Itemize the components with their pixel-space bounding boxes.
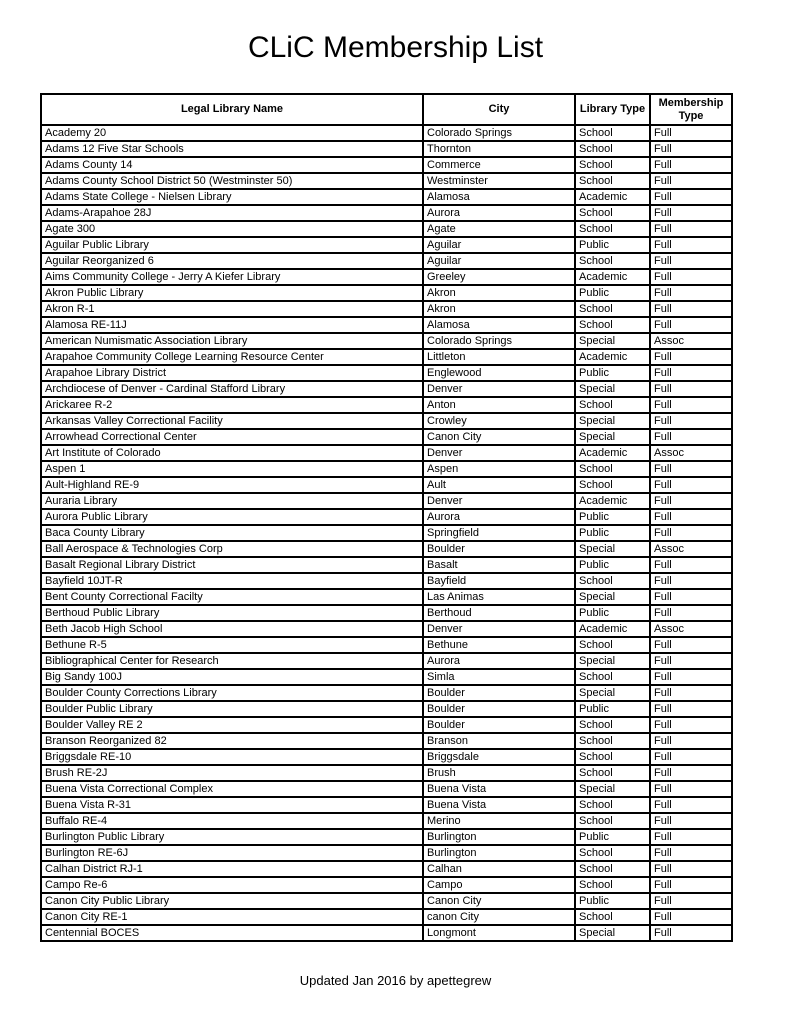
- membership-table: [40, 93, 733, 942]
- cell-city: Basalt: [423, 557, 575, 573]
- cell-library-name: Boulder Public Library: [41, 701, 423, 717]
- table-row: [41, 909, 732, 925]
- cell-membership-type: Full: [650, 717, 732, 733]
- cell-membership-type: Full: [650, 589, 732, 605]
- table-row: [41, 733, 732, 749]
- table-row: [41, 893, 732, 909]
- cell-membership-type: Full: [650, 605, 732, 621]
- cell-membership-type: Full: [650, 253, 732, 269]
- cell-library-type: School: [575, 397, 650, 413]
- cell-library-type: School: [575, 173, 650, 189]
- cell-library-name: Adams-Arapahoe 28J: [41, 205, 423, 221]
- cell-membership-type: Full: [650, 733, 732, 749]
- cell-membership-type: Full: [650, 141, 732, 157]
- cell-city: Aguilar: [423, 253, 575, 269]
- table-row: [41, 541, 732, 557]
- cell-library-name: Aurora Public Library: [41, 509, 423, 525]
- table-row: [41, 157, 732, 173]
- table-row: [41, 237, 732, 253]
- cell-membership-type: Full: [650, 669, 732, 685]
- column-header-library-type: Library Type: [575, 94, 650, 125]
- cell-library-name: Adams County School District 50 (Westminster 50): [41, 173, 423, 189]
- cell-library-name: Ball Aerospace & Technologies Corp: [41, 541, 423, 557]
- cell-library-type: School: [575, 765, 650, 781]
- cell-city: canon City: [423, 909, 575, 925]
- cell-city: Thornton: [423, 141, 575, 157]
- cell-library-type: Academic: [575, 445, 650, 461]
- cell-membership-type: Full: [650, 413, 732, 429]
- header-row: [41, 94, 732, 125]
- cell-membership-type: Full: [650, 125, 732, 141]
- cell-membership-type: Full: [650, 797, 732, 813]
- cell-city: Akron: [423, 301, 575, 317]
- cell-city: Calhan: [423, 861, 575, 877]
- cell-library-name: Akron R-1: [41, 301, 423, 317]
- cell-library-type: Special: [575, 781, 650, 797]
- table-row: [41, 573, 732, 589]
- cell-library-name: Berthoud Public Library: [41, 605, 423, 621]
- footer-note: Updated Jan 2016 by apettegrew: [299, 973, 492, 988]
- cell-city: Las Animas: [423, 589, 575, 605]
- cell-library-name: Buena Vista Correctional Complex: [41, 781, 423, 797]
- table-row: [41, 125, 732, 141]
- cell-library-name: Canon City Public Library: [41, 893, 423, 909]
- cell-city: Denver: [423, 381, 575, 397]
- table-row: [41, 429, 732, 445]
- cell-library-type: Special: [575, 685, 650, 701]
- cell-library-name: Bent County Correctional Facilty: [41, 589, 423, 605]
- cell-city: Denver: [423, 445, 575, 461]
- table-row: [41, 269, 732, 285]
- cell-library-name: Bethune R-5: [41, 637, 423, 653]
- table-row: [41, 189, 732, 205]
- table-row: [41, 445, 732, 461]
- cell-membership-type: Full: [650, 813, 732, 829]
- table-row: [41, 621, 732, 637]
- cell-membership-type: Full: [650, 573, 732, 589]
- cell-library-name: Basalt Regional Library District: [41, 557, 423, 573]
- cell-city: Colorado Springs: [423, 125, 575, 141]
- column-header-city: City: [423, 94, 575, 125]
- cell-library-name: Arrowhead Correctional Center: [41, 429, 423, 445]
- cell-membership-type: Full: [650, 269, 732, 285]
- cell-library-type: Special: [575, 413, 650, 429]
- cell-library-name: Archdiocese of Denver - Cardinal Stafford Library: [41, 381, 423, 397]
- cell-library-name: Branson Reorganized 82: [41, 733, 423, 749]
- cell-membership-type: Full: [650, 637, 732, 653]
- table-row: [41, 253, 732, 269]
- cell-library-name: Arapahoe Library District: [41, 365, 423, 381]
- cell-library-type: School: [575, 317, 650, 333]
- cell-library-name: Bibliographical Center for Research: [41, 653, 423, 669]
- cell-city: Burlington: [423, 845, 575, 861]
- cell-library-type: Academic: [575, 493, 650, 509]
- cell-membership-type: Full: [650, 461, 732, 477]
- cell-library-type: School: [575, 253, 650, 269]
- table-row: [41, 877, 732, 893]
- cell-city: Boulder: [423, 541, 575, 557]
- cell-library-name: Buena Vista R-31: [41, 797, 423, 813]
- cell-library-type: Academic: [575, 349, 650, 365]
- cell-membership-type: Full: [650, 317, 732, 333]
- cell-city: Westminster: [423, 173, 575, 189]
- cell-library-type: Public: [575, 237, 650, 253]
- cell-city: Merino: [423, 813, 575, 829]
- cell-library-name: Adams County 14: [41, 157, 423, 173]
- cell-membership-type: Full: [650, 237, 732, 253]
- cell-membership-type: Full: [650, 189, 732, 205]
- cell-library-type: School: [575, 477, 650, 493]
- cell-library-name: Art Institute of Colorado: [41, 445, 423, 461]
- table-row: [41, 301, 732, 317]
- cell-library-type: Public: [575, 605, 650, 621]
- cell-library-type: School: [575, 221, 650, 237]
- cell-membership-type: Full: [650, 429, 732, 445]
- cell-membership-type: Assoc: [650, 445, 732, 461]
- cell-membership-type: Full: [650, 765, 732, 781]
- cell-membership-type: Full: [650, 173, 732, 189]
- table-row: [41, 365, 732, 381]
- cell-city: Burlington: [423, 829, 575, 845]
- cell-library-name: Aspen 1: [41, 461, 423, 477]
- cell-library-name: Boulder County Corrections Library: [41, 685, 423, 701]
- cell-library-type: School: [575, 573, 650, 589]
- table-row: [41, 557, 732, 573]
- cell-membership-type: Assoc: [650, 541, 732, 557]
- cell-city: Buena Vista: [423, 781, 575, 797]
- cell-membership-type: Full: [650, 157, 732, 173]
- cell-city: Buena Vista: [423, 797, 575, 813]
- cell-city: Ault: [423, 477, 575, 493]
- cell-membership-type: Full: [650, 861, 732, 877]
- table-row: [41, 589, 732, 605]
- cell-membership-type: Full: [650, 829, 732, 845]
- cell-city: Englewood: [423, 365, 575, 381]
- cell-library-type: Academic: [575, 189, 650, 205]
- cell-library-name: Aims Community College - Jerry A Kiefer Library: [41, 269, 423, 285]
- cell-membership-type: Full: [650, 349, 732, 365]
- cell-membership-type: Full: [650, 365, 732, 381]
- cell-library-name: Akron Public Library: [41, 285, 423, 301]
- cell-library-type: School: [575, 157, 650, 173]
- cell-city: Aspen: [423, 461, 575, 477]
- table-row: [41, 285, 732, 301]
- table-body: [41, 125, 732, 941]
- cell-membership-type: Full: [650, 909, 732, 925]
- cell-city: Springfield: [423, 525, 575, 541]
- cell-library-name: Buffalo RE-4: [41, 813, 423, 829]
- cell-library-type: School: [575, 861, 650, 877]
- cell-library-name: Adams 12 Five Star Schools: [41, 141, 423, 157]
- cell-library-name: Beth Jacob High School: [41, 621, 423, 637]
- cell-library-name: Agate 300: [41, 221, 423, 237]
- table-row: [41, 205, 732, 221]
- cell-membership-type: Full: [650, 205, 732, 221]
- cell-membership-type: Full: [650, 653, 732, 669]
- cell-membership-type: Assoc: [650, 333, 732, 349]
- cell-membership-type: Full: [650, 749, 732, 765]
- table-row: [41, 765, 732, 781]
- cell-library-type: School: [575, 205, 650, 221]
- cell-library-name: Auraria Library: [41, 493, 423, 509]
- cell-library-type: Special: [575, 429, 650, 445]
- cell-membership-type: Full: [650, 845, 732, 861]
- cell-membership-type: Full: [650, 493, 732, 509]
- cell-library-name: Boulder Valley RE 2: [41, 717, 423, 733]
- cell-library-name: Adams State College - Nielsen Library: [41, 189, 423, 205]
- cell-library-type: Public: [575, 285, 650, 301]
- cell-city: Boulder: [423, 717, 575, 733]
- cell-city: Aurora: [423, 653, 575, 669]
- cell-membership-type: Full: [650, 701, 732, 717]
- cell-library-name: Academy 20: [41, 125, 423, 141]
- table-row: [41, 797, 732, 813]
- cell-city: Greeley: [423, 269, 575, 285]
- cell-library-name: Canon City RE-1: [41, 909, 423, 925]
- cell-city: Canon City: [423, 893, 575, 909]
- cell-city: Canon City: [423, 429, 575, 445]
- cell-membership-type: Assoc: [650, 621, 732, 637]
- table-row: [41, 749, 732, 765]
- cell-library-type: School: [575, 877, 650, 893]
- cell-library-type: School: [575, 717, 650, 733]
- cell-library-type: Public: [575, 893, 650, 909]
- cell-city: Boulder: [423, 701, 575, 717]
- cell-library-name: Aguilar Reorganized 6: [41, 253, 423, 269]
- cell-city: Campo: [423, 877, 575, 893]
- table-row: [41, 669, 732, 685]
- cell-library-name: Burlington Public Library: [41, 829, 423, 845]
- cell-city: Akron: [423, 285, 575, 301]
- cell-library-type: School: [575, 813, 650, 829]
- column-header-membership-type: Membership Type: [650, 94, 732, 125]
- cell-library-type: Public: [575, 829, 650, 845]
- cell-city: Denver: [423, 493, 575, 509]
- cell-city: Aguilar: [423, 237, 575, 253]
- cell-library-name: American Numismatic Association Library: [41, 333, 423, 349]
- cell-library-name: Burlington RE-6J: [41, 845, 423, 861]
- cell-city: Agate: [423, 221, 575, 237]
- cell-city: Aurora: [423, 205, 575, 221]
- table-row: [41, 701, 732, 717]
- table-row: [41, 477, 732, 493]
- table-row: [41, 461, 732, 477]
- table-row: [41, 413, 732, 429]
- cell-membership-type: Full: [650, 285, 732, 301]
- table-row: [41, 637, 732, 653]
- cell-city: Bayfield: [423, 573, 575, 589]
- cell-library-type: Academic: [575, 269, 650, 285]
- cell-library-name: Briggsdale RE-10: [41, 749, 423, 765]
- cell-library-name: Aguilar Public Library: [41, 237, 423, 253]
- cell-membership-type: Full: [650, 381, 732, 397]
- cell-city: Aurora: [423, 509, 575, 525]
- cell-library-name: Big Sandy 100J: [41, 669, 423, 685]
- cell-library-type: Special: [575, 541, 650, 557]
- table-row: [41, 685, 732, 701]
- table-row: [41, 925, 732, 941]
- cell-library-name: Arkansas Valley Correctional Facility: [41, 413, 423, 429]
- cell-membership-type: Full: [650, 877, 732, 893]
- cell-library-type: Public: [575, 509, 650, 525]
- table-row: [41, 781, 732, 797]
- cell-library-name: Baca County Library: [41, 525, 423, 541]
- table-row: [41, 861, 732, 877]
- cell-library-type: School: [575, 301, 650, 317]
- cell-library-type: Special: [575, 333, 650, 349]
- cell-library-type: School: [575, 125, 650, 141]
- cell-library-name: Brush RE-2J: [41, 765, 423, 781]
- table-row: [41, 173, 732, 189]
- cell-membership-type: Full: [650, 781, 732, 797]
- cell-library-type: Public: [575, 525, 650, 541]
- cell-membership-type: Full: [650, 893, 732, 909]
- cell-city: Branson: [423, 733, 575, 749]
- cell-membership-type: Full: [650, 685, 732, 701]
- cell-library-name: Centennial BOCES: [41, 925, 423, 941]
- cell-library-name: Arickaree R-2: [41, 397, 423, 413]
- cell-library-name: Arapahoe Community College Learning Resource Center: [41, 349, 423, 365]
- cell-city: Anton: [423, 397, 575, 413]
- page-title: CLiC Membership List: [247, 31, 544, 64]
- cell-library-type: Special: [575, 381, 650, 397]
- cell-library-type: School: [575, 141, 650, 157]
- table-row: [41, 845, 732, 861]
- cell-city: Colorado Springs: [423, 333, 575, 349]
- column-header-legal-library-name: Legal Library Name: [41, 94, 423, 125]
- cell-library-type: School: [575, 797, 650, 813]
- cell-library-name: Campo Re-6: [41, 877, 423, 893]
- cell-library-type: School: [575, 637, 650, 653]
- cell-membership-type: Full: [650, 509, 732, 525]
- table-row: [41, 605, 732, 621]
- table-row: [41, 221, 732, 237]
- table-row: [41, 397, 732, 413]
- cell-library-type: School: [575, 845, 650, 861]
- cell-library-type: School: [575, 749, 650, 765]
- cell-membership-type: Full: [650, 397, 732, 413]
- cell-city: Bethune: [423, 637, 575, 653]
- cell-membership-type: Full: [650, 557, 732, 573]
- cell-library-name: Alamosa RE-11J: [41, 317, 423, 333]
- cell-city: Berthoud: [423, 605, 575, 621]
- cell-library-type: School: [575, 461, 650, 477]
- table-row: [41, 813, 732, 829]
- cell-city: Crowley: [423, 413, 575, 429]
- table-row: [41, 829, 732, 845]
- cell-membership-type: Full: [650, 525, 732, 541]
- cell-library-type: School: [575, 669, 650, 685]
- cell-city: Littleton: [423, 349, 575, 365]
- cell-library-name: Calhan District RJ-1: [41, 861, 423, 877]
- cell-membership-type: Full: [650, 925, 732, 941]
- cell-library-type: Special: [575, 925, 650, 941]
- table-row: [41, 349, 732, 365]
- cell-library-type: Public: [575, 557, 650, 573]
- cell-city: Briggsdale: [423, 749, 575, 765]
- table-row: [41, 381, 732, 397]
- cell-city: Longmont: [423, 925, 575, 941]
- cell-library-type: School: [575, 733, 650, 749]
- cell-membership-type: Full: [650, 477, 732, 493]
- table-row: [41, 509, 732, 525]
- cell-library-name: Ault-Highland RE-9: [41, 477, 423, 493]
- cell-membership-type: Full: [650, 301, 732, 317]
- cell-library-type: Academic: [575, 621, 650, 637]
- table-row: [41, 525, 732, 541]
- table-row: [41, 141, 732, 157]
- table-row: [41, 717, 732, 733]
- cell-library-type: School: [575, 909, 650, 925]
- table-row: [41, 653, 732, 669]
- cell-library-type: Special: [575, 589, 650, 605]
- cell-library-type: Public: [575, 365, 650, 381]
- cell-library-name: Bayfield 10JT-R: [41, 573, 423, 589]
- cell-city: Simla: [423, 669, 575, 685]
- cell-library-type: Special: [575, 653, 650, 669]
- cell-city: Alamosa: [423, 317, 575, 333]
- cell-city: Brush: [423, 765, 575, 781]
- cell-city: Alamosa: [423, 189, 575, 205]
- cell-city: Denver: [423, 621, 575, 637]
- cell-membership-type: Full: [650, 221, 732, 237]
- table-row: [41, 317, 732, 333]
- cell-city: Boulder: [423, 685, 575, 701]
- table-row: [41, 333, 732, 349]
- cell-library-type: Public: [575, 701, 650, 717]
- table-row: [41, 493, 732, 509]
- cell-city: Commerce: [423, 157, 575, 173]
